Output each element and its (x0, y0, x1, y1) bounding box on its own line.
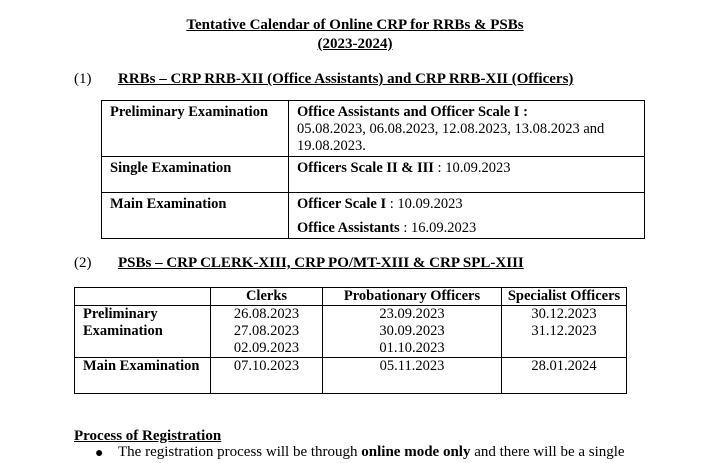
rrb-schedule-table (101, 100, 645, 239)
single-date: : 10.09.2023 (437, 160, 511, 176)
main-row-label: Main Examination (75, 358, 211, 394)
date-value: 26.08.2023 (233, 306, 300, 322)
prelim-cell (289, 101, 645, 157)
date-value: 23.09.2023 (379, 306, 445, 322)
date-value: 30.09.2023 (379, 323, 445, 339)
single-cell (289, 157, 645, 193)
bullet-dot: ● (95, 446, 104, 461)
prelim-spl-cell (502, 306, 627, 358)
prelim-dates: 05.08.2023, 06.08.2023, 12.08.2023, 13.08.2023 and 19.08.2023. (297, 121, 605, 154)
column-header-po: Probationary Officers (323, 288, 502, 306)
single-bold: Officers Scale II & III (297, 160, 434, 176)
psb-schedule-table (74, 287, 627, 394)
main-spl-cell: 28.01.2024 (502, 358, 627, 394)
prelim-po-cell (323, 306, 502, 358)
main-clerks-cell: 07.10.2023 (211, 358, 323, 394)
date-value: 02.09.2023 (233, 340, 300, 356)
table-row (102, 157, 645, 193)
single-label: Single Examination (102, 157, 289, 193)
section-1-number: (1) (74, 71, 92, 87)
column-header-blank (75, 288, 211, 306)
date-value: 27.08.2023 (233, 323, 300, 339)
date-value: 01.10.2023 (379, 340, 445, 356)
main-date-1: : 10.09.2023 (386, 196, 463, 212)
main-label: Main Examination (102, 193, 289, 239)
bullet-text-pre: The registration process will be through (118, 444, 362, 460)
table-row (75, 306, 627, 358)
table-header-row (75, 288, 627, 306)
prelim-clerks-cell (211, 306, 323, 358)
column-header-specialist: Specialist Officers (502, 288, 627, 306)
registration-bullet (118, 444, 625, 461)
document-title: Tentative Calendar of Online CRP for RRBs & PSBs (186, 17, 524, 33)
section-2-title: PSBs – CRP CLERK-XIII, CRP PO/MT-XIII & CRP SPL-XIII (118, 255, 524, 271)
main-bold-2: Office Assistants (297, 220, 400, 236)
main-bold-1: Officer Scale I (297, 196, 387, 212)
prelim-row-label: Preliminary Examination (75, 306, 211, 358)
section-1-title: RRBs – CRP RRB-XII (Office Assistants) and CRP RRB-XII (Officers) (118, 71, 574, 87)
prelim-label: Preliminary Examination (102, 101, 289, 157)
prelim-heading: Office Assistants and Officer Scale I : (297, 104, 528, 120)
date-value: 30.12.2023 (531, 306, 597, 322)
date-value: 31.12.2023 (531, 323, 597, 339)
table-row (102, 101, 645, 157)
bullet-text-post: and there will be a single (470, 444, 625, 460)
main-date-2: : 16.09.2023 (403, 220, 477, 236)
document-year: (2023-2024) (317, 36, 393, 52)
main-cell (289, 193, 645, 239)
bullet-text-bold: online mode only (361, 444, 471, 460)
main-po-cell: 05.11.2023 (323, 358, 502, 394)
table-row (75, 358, 627, 394)
column-header-clerks: Clerks (211, 288, 323, 306)
section-2-number: (2) (74, 255, 92, 271)
table-row (102, 193, 645, 239)
registration-heading: Process of Registration (74, 428, 222, 444)
